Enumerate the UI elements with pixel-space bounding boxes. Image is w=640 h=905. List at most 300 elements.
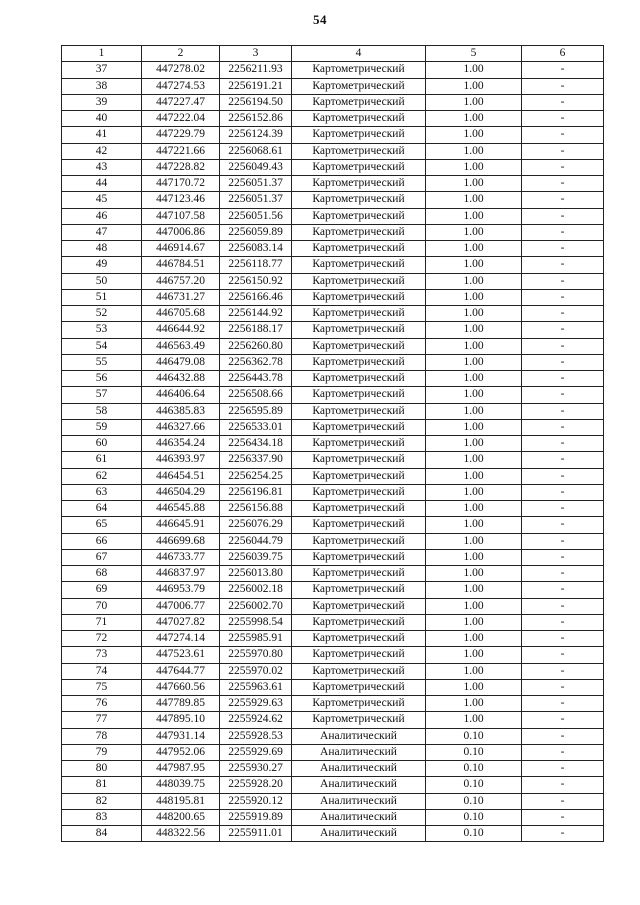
point-number-cell: 80 (62, 761, 142, 777)
accuracy-cell: 1.00 (426, 419, 522, 435)
point-number-cell: 53 (62, 322, 142, 338)
method-cell: Картометрический (292, 78, 426, 94)
y-coordinate-cell: 2256595.89 (220, 403, 292, 419)
note-cell: - (522, 241, 604, 257)
method-cell: Картометрический (292, 501, 426, 517)
x-coordinate-cell: 446393.97 (142, 452, 220, 468)
x-coordinate-cell: 447278.02 (142, 62, 220, 78)
note-cell: - (522, 338, 604, 354)
point-number-cell: 81 (62, 777, 142, 793)
table-row (62, 712, 604, 728)
note-cell: - (522, 777, 604, 793)
y-coordinate-cell: 2255970.02 (220, 663, 292, 679)
note-cell: - (522, 273, 604, 289)
table-row (62, 273, 604, 289)
y-coordinate-cell: 2255919.89 (220, 809, 292, 825)
point-number-cell: 46 (62, 208, 142, 224)
x-coordinate-cell: 447027.82 (142, 614, 220, 630)
x-coordinate-cell: 446784.51 (142, 257, 220, 273)
x-coordinate-cell: 447660.56 (142, 679, 220, 695)
x-coordinate-cell: 447229.79 (142, 127, 220, 143)
x-coordinate-cell: 446731.27 (142, 289, 220, 305)
table-row (62, 403, 604, 419)
accuracy-cell: 1.00 (426, 647, 522, 663)
y-coordinate-cell: 2255963.61 (220, 679, 292, 695)
table-row (62, 387, 604, 403)
method-cell: Картометрический (292, 468, 426, 484)
table-row (62, 322, 604, 338)
table-row (62, 533, 604, 549)
x-coordinate-cell: 446563.49 (142, 338, 220, 354)
y-coordinate-cell: 2256068.61 (220, 143, 292, 159)
y-coordinate-cell: 2256124.39 (220, 127, 292, 143)
table-row (62, 744, 604, 760)
y-coordinate-cell: 2255928.20 (220, 777, 292, 793)
point-number-cell: 77 (62, 712, 142, 728)
point-number-cell: 47 (62, 224, 142, 240)
method-cell: Картометрический (292, 371, 426, 387)
table-body (62, 62, 604, 842)
method-cell: Картометрический (292, 192, 426, 208)
table-row (62, 549, 604, 565)
method-cell: Аналитический (292, 761, 426, 777)
method-cell: Картометрический (292, 647, 426, 663)
accuracy-cell: 1.00 (426, 224, 522, 240)
x-coordinate-cell: 446545.88 (142, 501, 220, 517)
column-header: 5 (426, 46, 522, 62)
point-number-cell: 56 (62, 371, 142, 387)
y-coordinate-cell: 2256260.80 (220, 338, 292, 354)
method-cell: Аналитический (292, 728, 426, 744)
x-coordinate-cell: 447952.06 (142, 744, 220, 760)
y-coordinate-cell: 2255929.63 (220, 696, 292, 712)
method-cell: Картометрический (292, 549, 426, 565)
point-number-cell: 63 (62, 484, 142, 500)
table-row (62, 566, 604, 582)
note-cell: - (522, 436, 604, 452)
table-row (62, 647, 604, 663)
point-number-cell: 48 (62, 241, 142, 257)
y-coordinate-cell: 2256188.17 (220, 322, 292, 338)
point-number-cell: 41 (62, 127, 142, 143)
table-header-row (62, 46, 604, 62)
note-cell: - (522, 208, 604, 224)
point-number-cell: 51 (62, 289, 142, 305)
y-coordinate-cell: 2255930.27 (220, 761, 292, 777)
x-coordinate-cell: 446385.83 (142, 403, 220, 419)
point-number-cell: 67 (62, 549, 142, 565)
accuracy-cell: 1.00 (426, 371, 522, 387)
accuracy-cell: 1.00 (426, 436, 522, 452)
y-coordinate-cell: 2256434.18 (220, 436, 292, 452)
y-coordinate-cell: 2256337.90 (220, 452, 292, 468)
y-coordinate-cell: 2255970.80 (220, 647, 292, 663)
accuracy-cell: 1.00 (426, 712, 522, 728)
method-cell: Аналитический (292, 809, 426, 825)
point-number-cell: 74 (62, 663, 142, 679)
x-coordinate-cell: 446406.64 (142, 387, 220, 403)
y-coordinate-cell: 2256196.81 (220, 484, 292, 500)
point-number-cell: 75 (62, 679, 142, 695)
y-coordinate-cell: 2256002.18 (220, 582, 292, 598)
point-number-cell: 61 (62, 452, 142, 468)
accuracy-cell: 1.00 (426, 549, 522, 565)
x-coordinate-cell: 448195.81 (142, 793, 220, 809)
accuracy-cell: 1.00 (426, 306, 522, 322)
x-coordinate-cell: 446757.20 (142, 273, 220, 289)
x-coordinate-cell: 446479.08 (142, 354, 220, 370)
accuracy-cell: 1.00 (426, 241, 522, 257)
method-cell: Картометрический (292, 241, 426, 257)
x-coordinate-cell: 447006.77 (142, 598, 220, 614)
accuracy-cell: 1.00 (426, 143, 522, 159)
x-coordinate-cell: 446645.91 (142, 517, 220, 533)
table-row (62, 257, 604, 273)
table-row (62, 501, 604, 517)
note-cell: - (522, 761, 604, 777)
point-number-cell: 57 (62, 387, 142, 403)
accuracy-cell: 1.00 (426, 533, 522, 549)
table-row (62, 159, 604, 175)
note-cell: - (522, 403, 604, 419)
note-cell: - (522, 826, 604, 842)
table-row (62, 94, 604, 110)
method-cell: Картометрический (292, 111, 426, 127)
note-cell: - (522, 549, 604, 565)
point-number-cell: 68 (62, 566, 142, 582)
note-cell: - (522, 143, 604, 159)
table-row (62, 793, 604, 809)
y-coordinate-cell: 2256059.89 (220, 224, 292, 240)
method-cell: Картометрический (292, 159, 426, 175)
table-row (62, 111, 604, 127)
method-cell: Аналитический (292, 744, 426, 760)
method-cell: Картометрический (292, 322, 426, 338)
accuracy-cell: 1.00 (426, 517, 522, 533)
note-cell: - (522, 322, 604, 338)
table-row (62, 598, 604, 614)
method-cell: Аналитический (292, 777, 426, 793)
accuracy-cell: 1.00 (426, 679, 522, 695)
table-row (62, 419, 604, 435)
point-number-cell: 82 (62, 793, 142, 809)
x-coordinate-cell: 447987.95 (142, 761, 220, 777)
accuracy-cell: 1.00 (426, 663, 522, 679)
note-cell: - (522, 257, 604, 273)
table-row (62, 452, 604, 468)
point-number-cell: 58 (62, 403, 142, 419)
accuracy-cell: 0.10 (426, 826, 522, 842)
accuracy-cell: 1.00 (426, 387, 522, 403)
note-cell: - (522, 663, 604, 679)
accuracy-cell: 1.00 (426, 354, 522, 370)
method-cell: Картометрический (292, 484, 426, 500)
x-coordinate-cell: 446914.67 (142, 241, 220, 257)
method-cell: Картометрический (292, 176, 426, 192)
x-coordinate-cell: 446432.88 (142, 371, 220, 387)
method-cell: Картометрический (292, 338, 426, 354)
table-row (62, 338, 604, 354)
accuracy-cell: 1.00 (426, 192, 522, 208)
point-number-cell: 72 (62, 631, 142, 647)
method-cell: Картометрический (292, 696, 426, 712)
note-cell: - (522, 387, 604, 403)
method-cell: Картометрический (292, 631, 426, 647)
coordinates-table (61, 45, 604, 842)
note-cell: - (522, 306, 604, 322)
point-number-cell: 79 (62, 744, 142, 760)
note-cell: - (522, 809, 604, 825)
y-coordinate-cell: 2256508.66 (220, 387, 292, 403)
column-header: 1 (62, 46, 142, 62)
y-coordinate-cell: 2256156.88 (220, 501, 292, 517)
point-number-cell: 40 (62, 111, 142, 127)
column-header: 2 (142, 46, 220, 62)
method-cell: Картометрический (292, 517, 426, 533)
table-row (62, 224, 604, 240)
method-cell: Картометрический (292, 712, 426, 728)
y-coordinate-cell: 2256191.21 (220, 78, 292, 94)
table-row (62, 241, 604, 257)
table-row (62, 826, 604, 842)
point-number-cell: 42 (62, 143, 142, 159)
y-coordinate-cell: 2256002.70 (220, 598, 292, 614)
note-cell: - (522, 289, 604, 305)
accuracy-cell: 1.00 (426, 631, 522, 647)
x-coordinate-cell: 447123.46 (142, 192, 220, 208)
method-cell: Картометрический (292, 306, 426, 322)
y-coordinate-cell: 2256144.92 (220, 306, 292, 322)
note-cell: - (522, 354, 604, 370)
x-coordinate-cell: 447644.77 (142, 663, 220, 679)
table-row (62, 306, 604, 322)
y-coordinate-cell: 2255929.69 (220, 744, 292, 760)
x-coordinate-cell: 446327.66 (142, 419, 220, 435)
y-coordinate-cell: 2256362.78 (220, 354, 292, 370)
accuracy-cell: 1.00 (426, 273, 522, 289)
note-cell: - (522, 696, 604, 712)
table-row (62, 62, 604, 78)
method-cell: Картометрический (292, 257, 426, 273)
y-coordinate-cell: 2256443.78 (220, 371, 292, 387)
point-number-cell: 76 (62, 696, 142, 712)
table-row (62, 777, 604, 793)
x-coordinate-cell: 447895.10 (142, 712, 220, 728)
point-number-cell: 59 (62, 419, 142, 435)
x-coordinate-cell: 447006.86 (142, 224, 220, 240)
y-coordinate-cell: 2256254.25 (220, 468, 292, 484)
x-coordinate-cell: 447274.53 (142, 78, 220, 94)
x-coordinate-cell: 446699.68 (142, 533, 220, 549)
x-coordinate-cell: 446354.24 (142, 436, 220, 452)
note-cell: - (522, 598, 604, 614)
x-coordinate-cell: 447931.14 (142, 728, 220, 744)
method-cell: Картометрический (292, 436, 426, 452)
accuracy-cell: 0.10 (426, 793, 522, 809)
y-coordinate-cell: 2256051.56 (220, 208, 292, 224)
table-row (62, 582, 604, 598)
y-coordinate-cell: 2256533.01 (220, 419, 292, 435)
method-cell: Картометрический (292, 533, 426, 549)
note-cell: - (522, 224, 604, 240)
method-cell: Картометрический (292, 403, 426, 419)
note-cell: - (522, 159, 604, 175)
accuracy-cell: 1.00 (426, 696, 522, 712)
x-coordinate-cell: 446504.29 (142, 484, 220, 500)
point-number-cell: 49 (62, 257, 142, 273)
accuracy-cell: 1.00 (426, 159, 522, 175)
method-cell: Картометрический (292, 208, 426, 224)
x-coordinate-cell: 446705.68 (142, 306, 220, 322)
note-cell: - (522, 614, 604, 630)
y-coordinate-cell: 2255985.91 (220, 631, 292, 647)
note-cell: - (522, 127, 604, 143)
accuracy-cell: 1.00 (426, 176, 522, 192)
accuracy-cell: 1.00 (426, 78, 522, 94)
note-cell: - (522, 468, 604, 484)
point-number-cell: 37 (62, 62, 142, 78)
accuracy-cell: 1.00 (426, 62, 522, 78)
y-coordinate-cell: 2256083.14 (220, 241, 292, 257)
accuracy-cell: 1.00 (426, 566, 522, 582)
method-cell: Картометрический (292, 94, 426, 110)
x-coordinate-cell: 446837.97 (142, 566, 220, 582)
method-cell: Аналитический (292, 826, 426, 842)
y-coordinate-cell: 2255920.12 (220, 793, 292, 809)
accuracy-cell: 0.10 (426, 761, 522, 777)
accuracy-cell: 1.00 (426, 598, 522, 614)
y-coordinate-cell: 2256211.93 (220, 62, 292, 78)
y-coordinate-cell: 2256049.43 (220, 159, 292, 175)
note-cell: - (522, 533, 604, 549)
method-cell: Картометрический (292, 387, 426, 403)
table-row (62, 663, 604, 679)
method-cell: Картометрический (292, 663, 426, 679)
column-header: 3 (220, 46, 292, 62)
accuracy-cell: 0.10 (426, 728, 522, 744)
y-coordinate-cell: 2256039.75 (220, 549, 292, 565)
accuracy-cell: 1.00 (426, 614, 522, 630)
note-cell: - (522, 501, 604, 517)
point-number-cell: 73 (62, 647, 142, 663)
point-number-cell: 43 (62, 159, 142, 175)
table-row (62, 289, 604, 305)
method-cell: Картометрический (292, 224, 426, 240)
y-coordinate-cell: 2256152.86 (220, 111, 292, 127)
method-cell: Картометрический (292, 273, 426, 289)
x-coordinate-cell: 447170.72 (142, 176, 220, 192)
accuracy-cell: 1.00 (426, 257, 522, 273)
column-header: 4 (292, 46, 426, 62)
note-cell: - (522, 78, 604, 94)
method-cell: Картометрический (292, 419, 426, 435)
x-coordinate-cell: 447221.66 (142, 143, 220, 159)
point-number-cell: 84 (62, 826, 142, 842)
accuracy-cell: 1.00 (426, 338, 522, 354)
y-coordinate-cell: 2256166.46 (220, 289, 292, 305)
method-cell: Картометрический (292, 127, 426, 143)
y-coordinate-cell: 2256051.37 (220, 192, 292, 208)
x-coordinate-cell: 448200.65 (142, 809, 220, 825)
note-cell: - (522, 62, 604, 78)
note-cell: - (522, 94, 604, 110)
accuracy-cell: 1.00 (426, 111, 522, 127)
x-coordinate-cell: 447107.58 (142, 208, 220, 224)
accuracy-cell: 1.00 (426, 94, 522, 110)
x-coordinate-cell: 448322.56 (142, 826, 220, 842)
y-coordinate-cell: 2255911.01 (220, 826, 292, 842)
x-coordinate-cell: 446953.79 (142, 582, 220, 598)
y-coordinate-cell: 2255998.54 (220, 614, 292, 630)
x-coordinate-cell: 446454.51 (142, 468, 220, 484)
x-coordinate-cell: 447789.85 (142, 696, 220, 712)
table-row (62, 517, 604, 533)
note-cell: - (522, 484, 604, 500)
point-number-cell: 83 (62, 809, 142, 825)
note-cell: - (522, 111, 604, 127)
note-cell: - (522, 712, 604, 728)
note-cell: - (522, 631, 604, 647)
note-cell: - (522, 419, 604, 435)
note-cell: - (522, 647, 604, 663)
accuracy-cell: 1.00 (426, 208, 522, 224)
y-coordinate-cell: 2255924.62 (220, 712, 292, 728)
accuracy-cell: 1.00 (426, 468, 522, 484)
accuracy-cell: 1.00 (426, 452, 522, 468)
table-row (62, 208, 604, 224)
note-cell: - (522, 679, 604, 695)
accuracy-cell: 1.00 (426, 484, 522, 500)
table-row (62, 696, 604, 712)
method-cell: Картометрический (292, 289, 426, 305)
table-row (62, 143, 604, 159)
table-row (62, 354, 604, 370)
note-cell: - (522, 582, 604, 598)
y-coordinate-cell: 2256118.77 (220, 257, 292, 273)
method-cell: Картометрический (292, 62, 426, 78)
method-cell: Картометрический (292, 143, 426, 159)
y-coordinate-cell: 2256076.29 (220, 517, 292, 533)
method-cell: Картометрический (292, 679, 426, 695)
table-row (62, 809, 604, 825)
table-row (62, 761, 604, 777)
point-number-cell: 64 (62, 501, 142, 517)
note-cell: - (522, 566, 604, 582)
note-cell: - (522, 517, 604, 533)
accuracy-cell: 1.00 (426, 289, 522, 305)
point-number-cell: 66 (62, 533, 142, 549)
point-number-cell: 60 (62, 436, 142, 452)
table-row (62, 192, 604, 208)
accuracy-cell: 1.00 (426, 127, 522, 143)
note-cell: - (522, 371, 604, 387)
point-number-cell: 71 (62, 614, 142, 630)
point-number-cell: 50 (62, 273, 142, 289)
table-row (62, 436, 604, 452)
method-cell: Картометрический (292, 582, 426, 598)
y-coordinate-cell: 2256051.37 (220, 176, 292, 192)
point-number-cell: 62 (62, 468, 142, 484)
table-row (62, 78, 604, 94)
column-header: 6 (522, 46, 604, 62)
point-number-cell: 45 (62, 192, 142, 208)
note-cell: - (522, 728, 604, 744)
y-coordinate-cell: 2255928.53 (220, 728, 292, 744)
point-number-cell: 70 (62, 598, 142, 614)
x-coordinate-cell: 447274.14 (142, 631, 220, 647)
note-cell: - (522, 176, 604, 192)
table-row (62, 468, 604, 484)
